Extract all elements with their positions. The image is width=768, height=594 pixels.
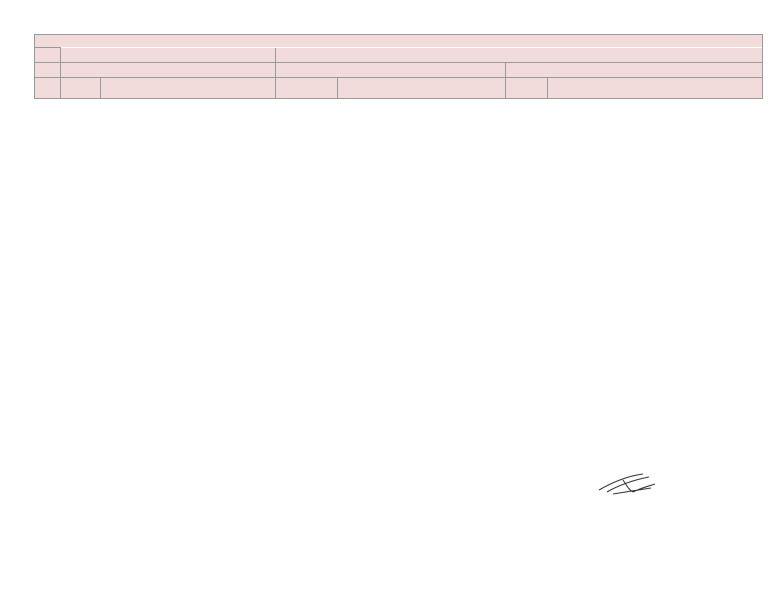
document-subtitle-left: [61, 48, 276, 63]
document-subtitle: [276, 48, 763, 63]
code-2015-header: [276, 78, 338, 99]
signature-image: [593, 468, 673, 498]
equivalence-table-top: [34, 34, 763, 99]
equivalence-sheet: [34, 34, 762, 99]
sr-header-spacer: [35, 63, 61, 78]
sr-header: [35, 48, 61, 63]
group-2012-header: [61, 63, 276, 78]
group-2015-header: [276, 63, 506, 78]
group-2019-header[interactable]: [506, 63, 763, 78]
document-title: [35, 35, 763, 48]
course-2015-header: [338, 78, 506, 99]
course-2012-header: [101, 78, 276, 99]
course-2019-header: [548, 78, 763, 99]
sr-header-spacer-2: [35, 78, 61, 99]
code-2019-header: [506, 78, 548, 99]
code-2012-header: [61, 78, 101, 99]
